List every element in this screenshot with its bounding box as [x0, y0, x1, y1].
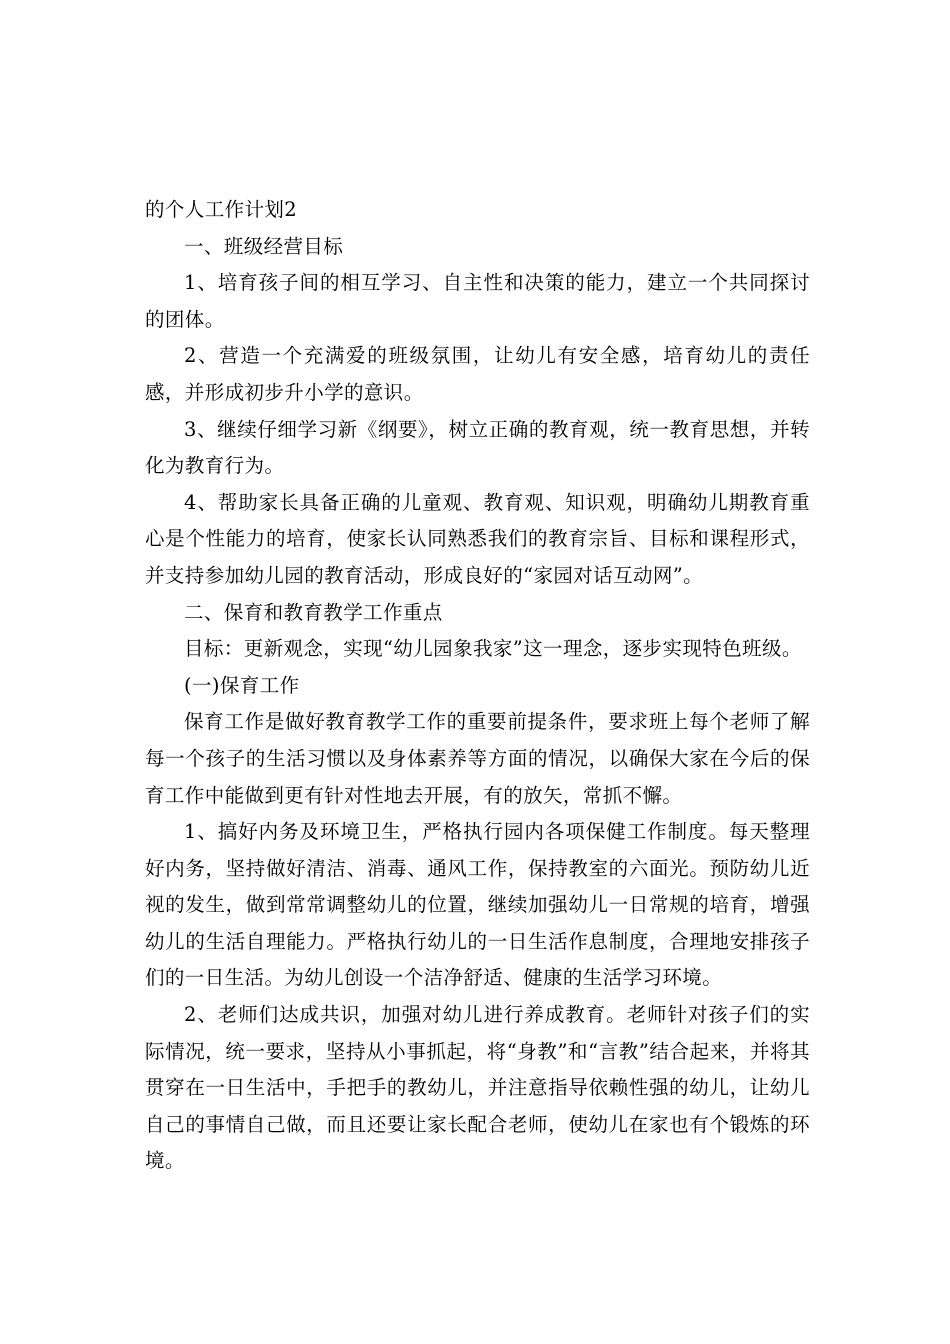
document-body: [145, 192, 810, 1180]
goal-paragraph-1: 1、培育孩子间的相互学习、自主性和决策的能力，建立一个共同探讨的团体。: [145, 271, 810, 331]
target-paragraph: 目标：更新观念，实现“幼儿园象我家”这一理念，逐步实现特色班级。: [184, 637, 802, 661]
subsection-title-care-work: (一)保育工作: [184, 673, 300, 697]
care-paragraph-1: 1、搞好内务及环境卫生，严格执行园内各项保健工作制度。每天整理好内务，坚持做好清洁、消毒、通风工作，保持教室的六面光。预防幼儿近视的发生，做到常常调整幼儿的位置，继续加强幼儿一日常规的培育，增强幼儿的生活自理能力。严格执行幼儿的一日生活作息制度，合理地安排孩子们的一日生活。为幼儿创设一个洁净舒适、健康的生活学习环境。: [145, 820, 810, 990]
care-paragraph-2: 2、老师们达成共识，加强对幼儿进行养成教育。老师针对孩子们的实际情况，统一要求，坚持从小事抓起，将“身教”和“言教”结合起来，并将其贯穿在一日生活中，手把手的教幼儿，并注意指导依赖性强的幼儿，让幼儿自己的事情自己做，而且还要让家长配合老师，使幼儿在家也有个锻炼的环境。: [145, 1003, 810, 1173]
goal-paragraph-3: 3、继续仔细学习新《纲要》，树立正确的教育观，统一教育思想，并转化为教育行为。: [145, 417, 810, 478]
section-title-care-education: 二、保育和教育教学工作重点: [184, 600, 443, 624]
goal-paragraph-4: 4、帮助家长具备正确的儿童观、教育观、知识观，明确幼儿期教育重心是个性能力的培育，使家长认同熟悉我们的教育宗旨、目标和课程形式，并支持参加幼儿园的教育活动，形成良好的“家园对话互动网”。: [145, 490, 810, 587]
care-intro-paragraph: 保育工作是做好教育教学工作的重要前提条件，要求班上每个老师了解每一个孩子的生活习惯以及身体素养等方面的情况，以确保大家在今后的保育工作中能做到更有针对性地去开展，有的放矢，常抓不懈。: [145, 710, 810, 807]
goal-paragraph-2: 2、营造一个充满爱的班级氛围，让幼儿有安全感，培育幼儿的责任感，并形成初步升小学的意识。: [145, 344, 810, 404]
section-title-class-goals: 一、班级经营目标: [184, 234, 344, 258]
heading-fragment: 的个人工作计划2: [145, 198, 298, 221]
